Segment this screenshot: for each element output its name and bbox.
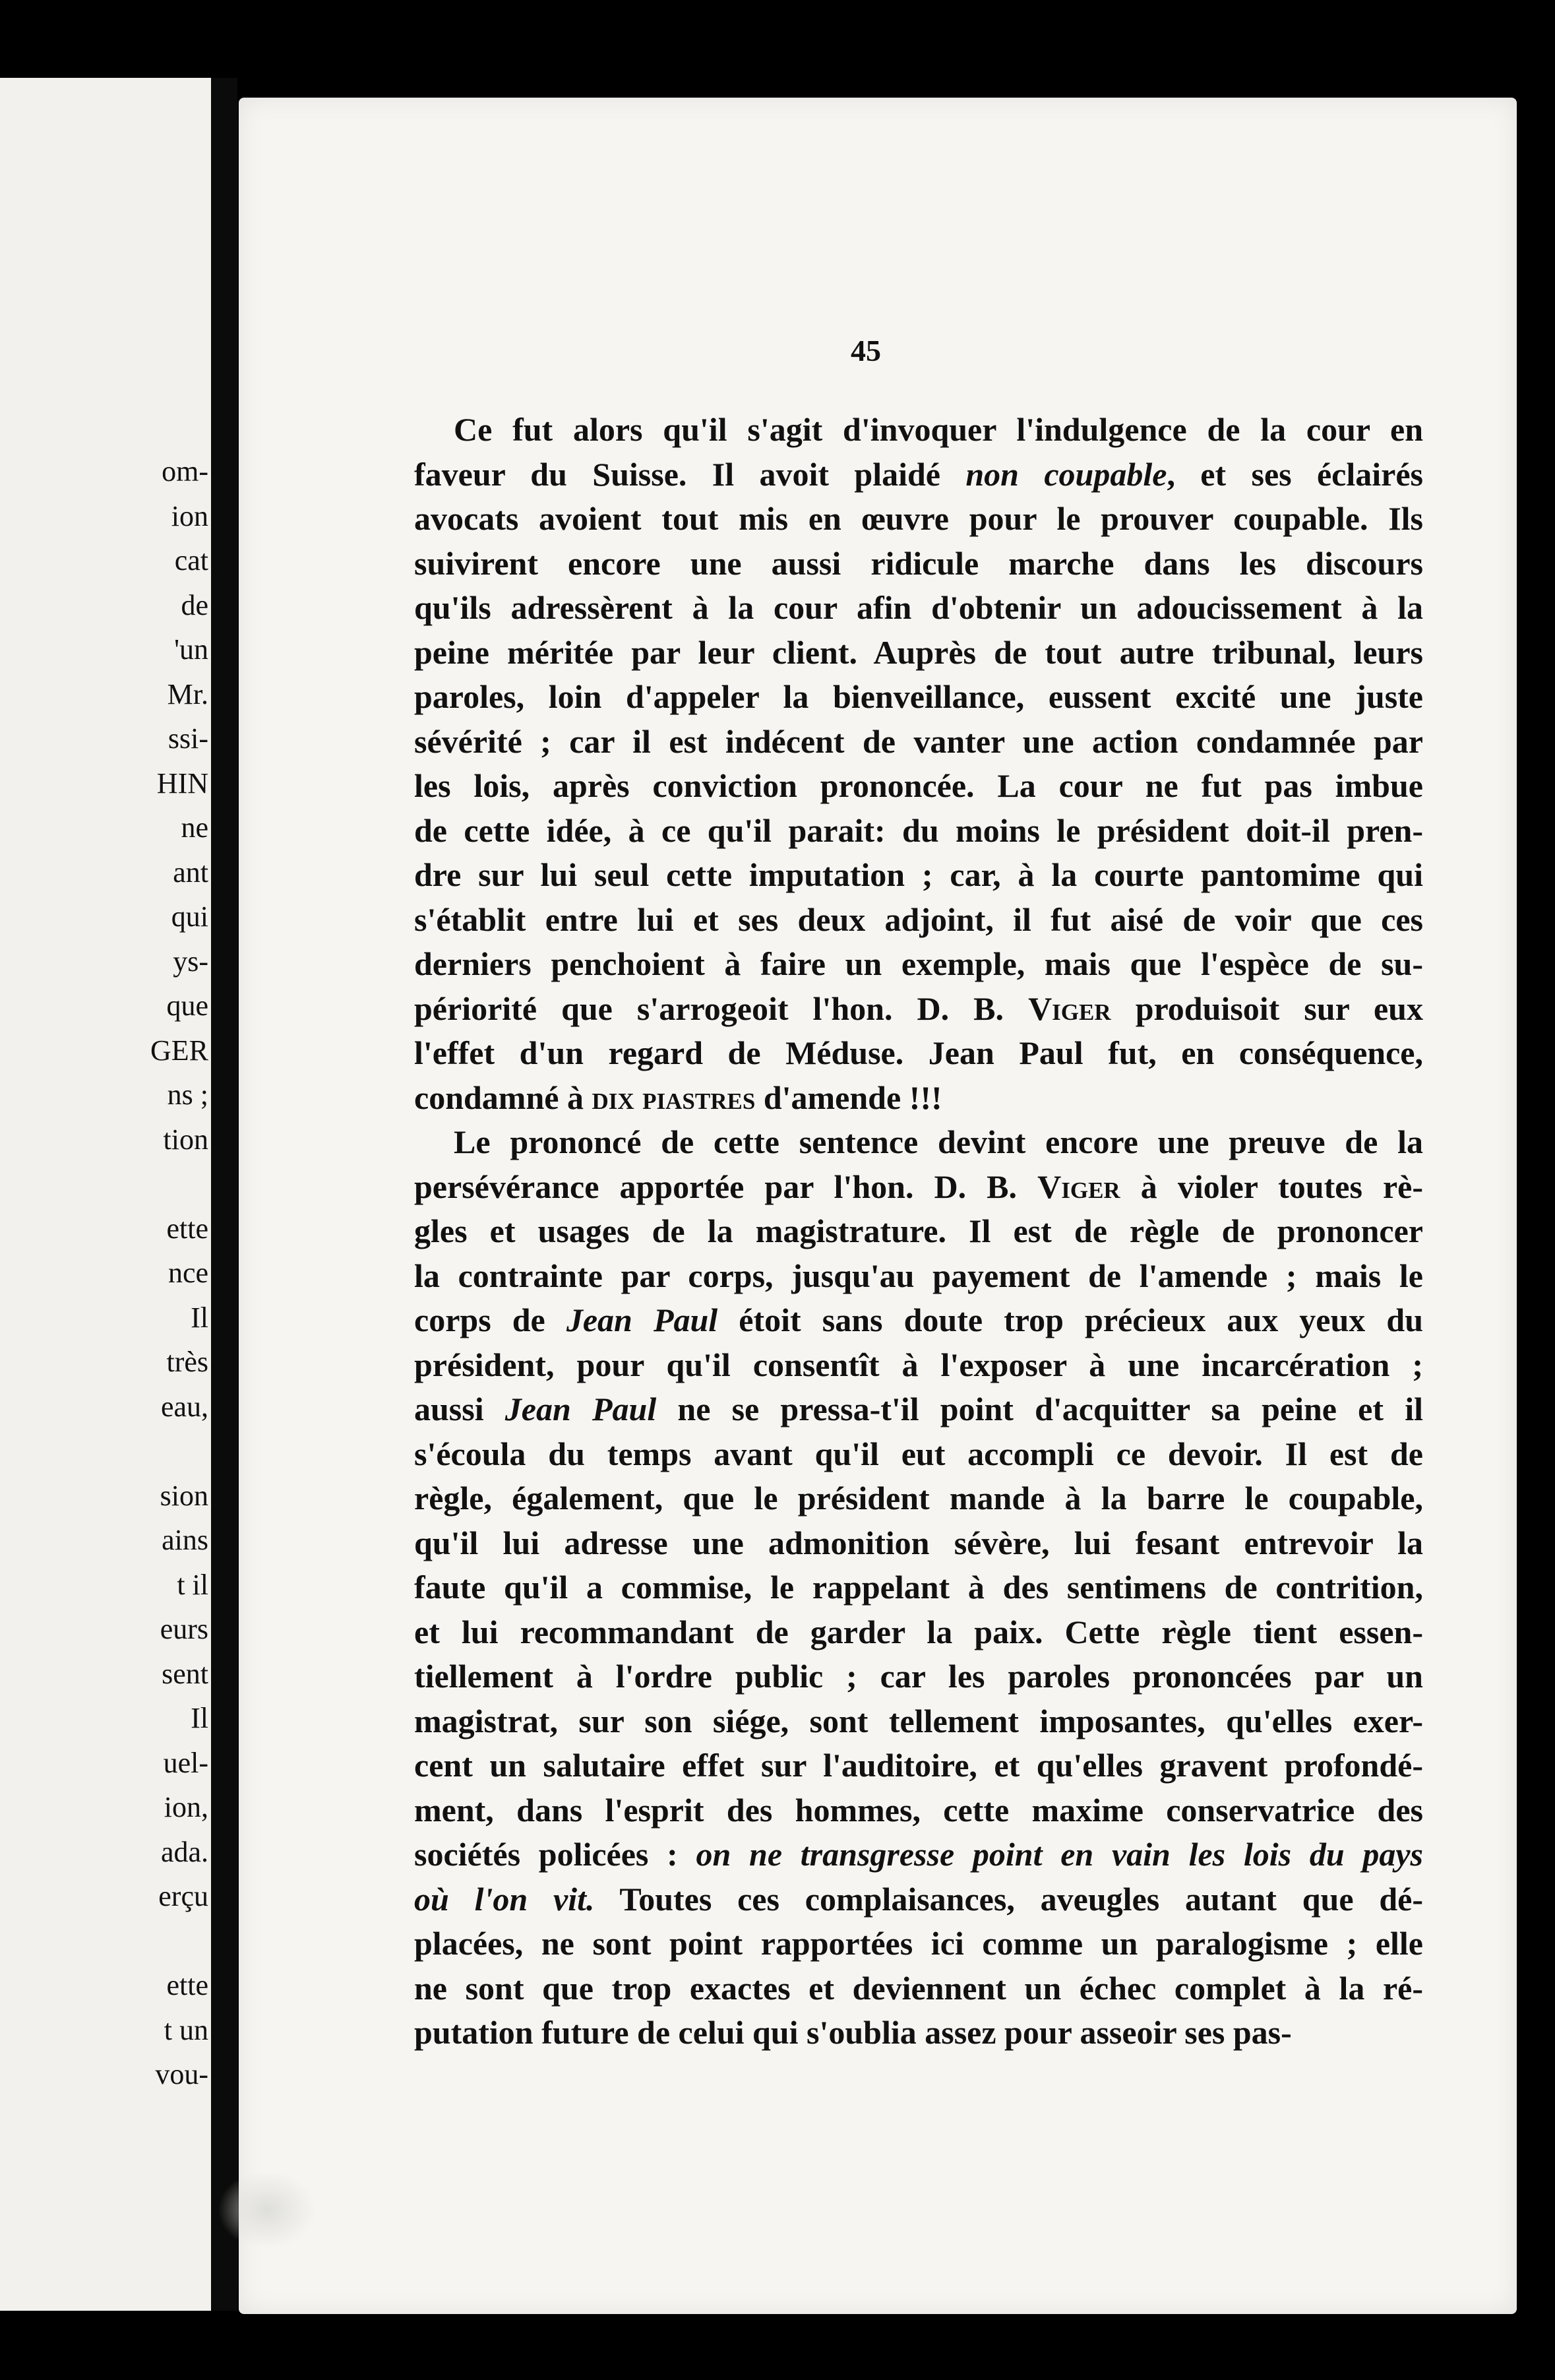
prev-page-line: de: [181, 588, 208, 621]
text-line: l'effet d'un regard de Méduse. Jean Paul fut, en conséquence,: [414, 1034, 1423, 1071]
prev-page-line: ains: [162, 1524, 208, 1556]
prev-page-line: très: [166, 1346, 208, 1378]
prev-page-line: ette: [166, 1969, 208, 2001]
prev-page-line: Il: [191, 1301, 208, 1334]
prev-page-line: ada.: [160, 1835, 208, 1868]
name-jean-paul: Jean Paul: [566, 1301, 718, 1338]
text-line: condamné à dix piastres d'amende !!!: [414, 1079, 942, 1116]
text-line: faveur du Suisse. Il avoit plaidé non coupable, et ses éclairés: [414, 455, 1424, 493]
prev-page-line: t il: [177, 1568, 208, 1601]
prev-page-line: Mr.: [167, 677, 208, 710]
text-line: tiellement à l'ordre public ; car les paroles prononcées par un: [414, 1658, 1423, 1695]
text-line: paroles, loin d'appeler la bienveillance, eussent excité une juste: [414, 678, 1423, 715]
text-line: de cette idée, à ce qu'il parait: du moins le président doit-il pren-: [414, 811, 1423, 849]
name-viger: Viger: [1028, 989, 1111, 1027]
text-line: avocats avoient tout mis en œuvre pour le prouver coupable. Ils: [414, 500, 1423, 537]
book-gutter: [211, 78, 237, 2311]
prev-page-line: tion: [163, 1123, 208, 1156]
prev-page-line: ys-: [173, 945, 208, 978]
prev-page-line: ns ;: [167, 1079, 208, 1111]
text-line: suivirent encore une aussi ridicule marche dans les discours: [414, 544, 1423, 582]
text-line: gles et usages de la magistrature. Il est de règle de prononcer: [414, 1212, 1423, 1249]
prev-page-line: eurs: [160, 1613, 208, 1645]
text-line: règle, également, que le président mande à la barre le coupable,: [414, 1480, 1423, 1517]
prev-page-line: HIN: [156, 767, 208, 799]
prev-page-line: 'un: [174, 633, 208, 666]
text-line: dre sur lui seul cette imputation ; car, à la courte pantomime qui: [414, 856, 1423, 893]
prev-page-line: Il: [191, 1702, 208, 1734]
text-line: derniers penchoient à faire un exemple, mais que l'espèce de su-: [414, 945, 1423, 982]
text-line: magistrat, sur son siége, sont tellement imposantes, qu'elles exer-: [414, 1702, 1423, 1739]
text-line: putation future de celui qui s'oublia assez pour asseoir ses pas-: [414, 2014, 1292, 2051]
text-line: peine méritée par leur client. Auprès de tout autre tribunal, leurs: [414, 633, 1423, 671]
text-line: Le prononcé de cette sentence devint encore une preuve de la: [454, 1123, 1423, 1160]
text-line: s'écoula du temps avant qu'il eut accompli ce devoir. Il est de: [414, 1435, 1423, 1472]
page-number: 45: [851, 334, 881, 367]
prev-page-line: ant: [173, 856, 208, 889]
text-line: s'établit entre lui et ses deux adjoint, il fut aisé de voir que ces: [414, 900, 1423, 938]
text-line: président, pour qu'il consentît à l'exposer à une incarcération ;: [414, 1346, 1423, 1383]
text-line: et lui recommandant de garder la paix. Cette règle tient essen-: [414, 1613, 1423, 1650]
text-line: placées, ne sont point rapportées ici comme un paralogisme ; elle: [414, 1925, 1423, 1962]
prev-page-line: cat: [174, 544, 208, 577]
text-line: corps de Jean Paul étoit sans doute trop précieux aux yeux du: [414, 1301, 1423, 1338]
prev-page-line: ette: [166, 1212, 208, 1245]
prev-page-line: eau,: [160, 1390, 208, 1423]
name-jean-paul: Jean Paul: [504, 1391, 657, 1427]
text-line: qu'ils adressèrent à la cour afin d'obtenir un adoucissement à la: [414, 589, 1423, 626]
prev-page-line: ssi-: [168, 722, 208, 755]
text-line: Ce fut alors qu'il s'agit d'invoquer l'indulgence de la cour en: [454, 411, 1423, 448]
prev-page-line: GER: [150, 1034, 208, 1067]
prev-page-line: qui: [171, 900, 208, 933]
prev-page-line: t un: [164, 2013, 208, 2046]
page-stain: [218, 2170, 317, 2249]
prev-page-line: sent: [162, 1657, 208, 1690]
dix-piastres: dix piastres: [592, 1079, 756, 1116]
text-line: cent un salutaire effet sur l'auditoire, et qu'elles gravent profondé-: [414, 1747, 1423, 1784]
text-line: aussi Jean Paul ne se pressa-t'il point d'acquitter sa peine et il: [414, 1391, 1423, 1427]
text-line: ment, dans l'esprit des hommes, cette maxime conservatrice des: [414, 1791, 1423, 1829]
prev-page-line: sion: [160, 1479, 208, 1512]
italic-phrase: non coupable: [965, 455, 1167, 493]
text-line: qu'il lui adresse une admonition sévère, lui fesant entrevoir la: [414, 1524, 1423, 1561]
text-line: les lois, après conviction prononcée. La cour ne fut pas imbue: [414, 767, 1423, 804]
prev-page-line: ne: [181, 811, 208, 844]
body-text: [414, 408, 1423, 2055]
text-line: où l'on vit. Toutes ces complaisances, aveugles autant que dé-: [414, 1880, 1424, 1918]
text-line: sociétés policées : on ne transgresse point en vain les lois du pays: [414, 1836, 1424, 1873]
prev-page-line: vou-: [155, 2058, 208, 2090]
prev-page-line: ion: [171, 499, 208, 532]
prev-page-line: ion,: [164, 1791, 208, 1823]
prev-page-line: erçu: [158, 1880, 208, 1912]
text-line: faute qu'il a commise, le rappelant à des sentimens de contrition,: [414, 1569, 1423, 1606]
prev-page-line: om-: [162, 455, 208, 487]
italic-maxim: on ne transgresse point en vain les lois du pays: [696, 1836, 1424, 1873]
text-line: périorité que s'arrogeoit l'hon. D. B. Viger produisoit sur eux: [414, 989, 1423, 1027]
prev-page-line: uel-: [163, 1746, 208, 1779]
name-viger: Viger: [1037, 1168, 1120, 1205]
text-line: ne sont que trop exactes et deviennent un échec complet à la ré-: [414, 1969, 1423, 2007]
previous-page-fragment: [0, 78, 218, 2311]
text-line: la contrainte par corps, jusqu'au payement de l'amende ; mais le: [414, 1257, 1423, 1294]
prev-page-line: nce: [168, 1257, 208, 1289]
italic-maxim: où l'on vit.: [414, 1880, 595, 1918]
text-line: sévérité ; car il est indécent de vanter une action condamnée par: [414, 722, 1423, 760]
prev-page-line: que: [166, 989, 208, 1022]
text-line: persévérance apportée par l'hon. D. B. Viger à violer toutes rè-: [414, 1168, 1424, 1205]
